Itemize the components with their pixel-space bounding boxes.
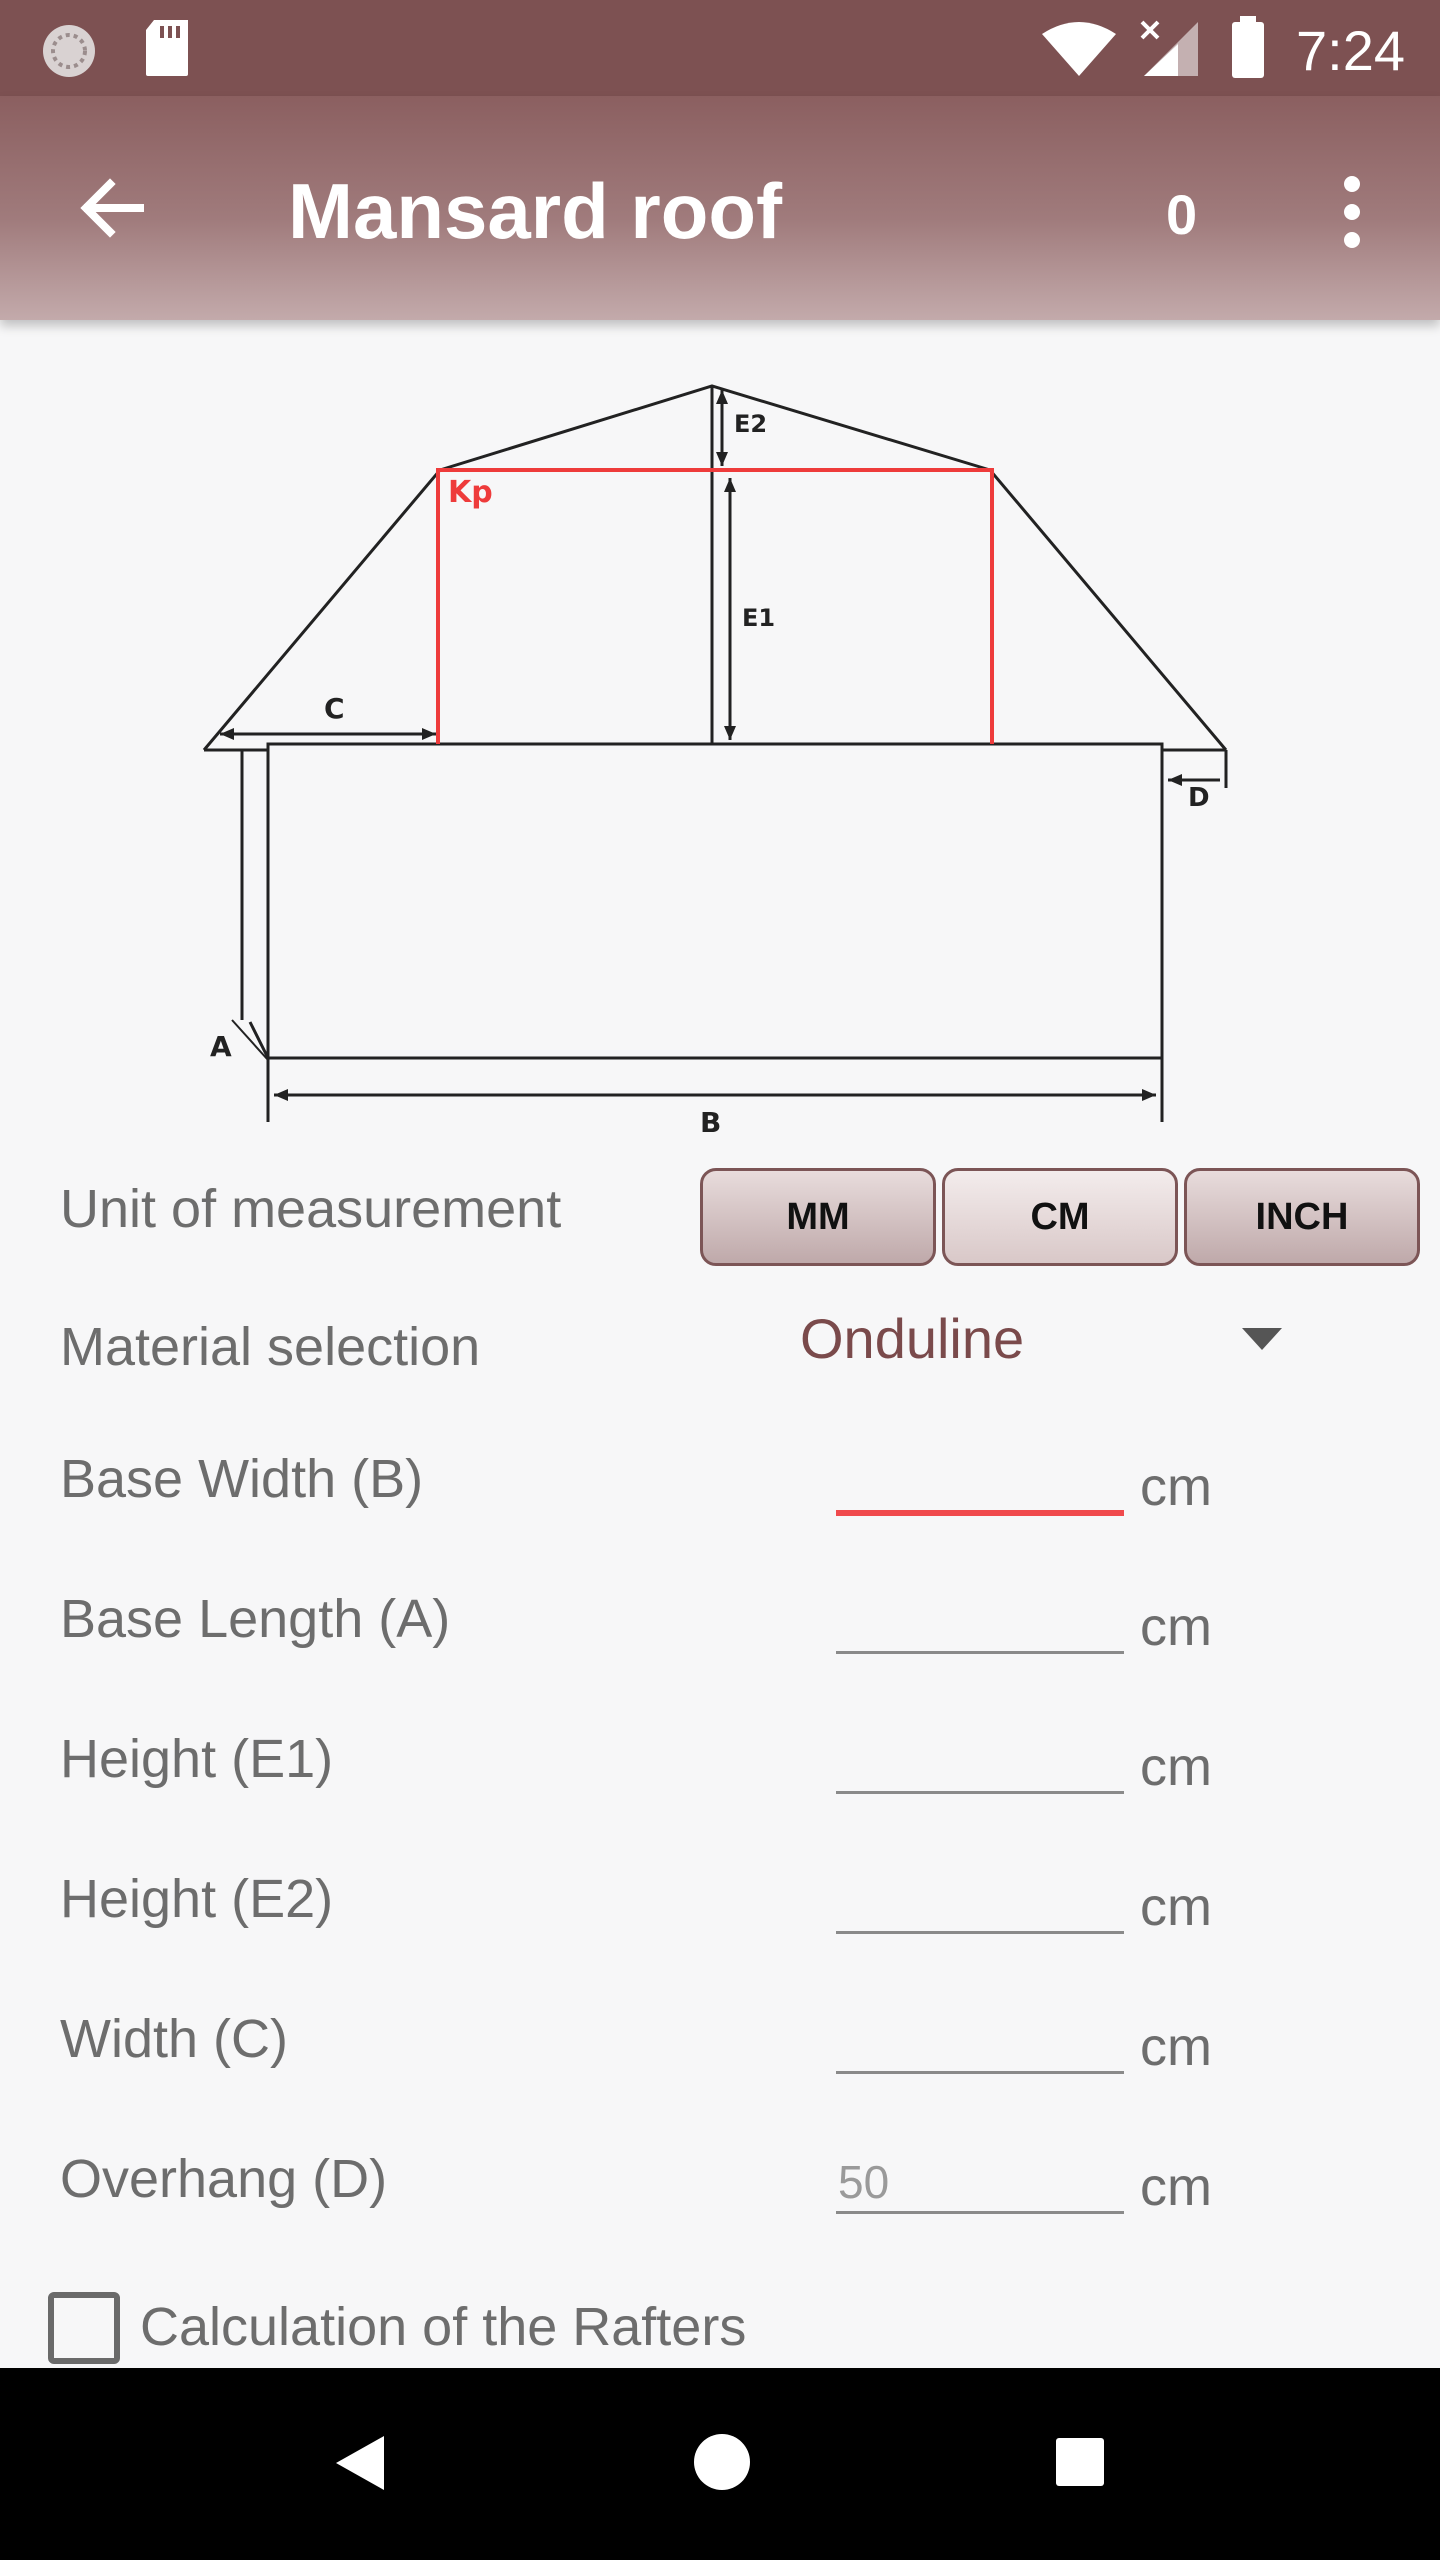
height-e2-unit: cm: [1140, 1877, 1212, 1937]
page-title: Mansard roof: [288, 167, 783, 255]
unit-inch-button[interactable]: INCH: [1184, 1168, 1420, 1266]
label-c: C: [324, 692, 345, 725]
width-c-input[interactable]: [836, 2014, 1124, 2074]
base-width-unit: cm: [1140, 1457, 1212, 1517]
base-width-input[interactable]: [836, 1456, 1124, 1516]
base-length-unit: cm: [1140, 1597, 1212, 1657]
sd-card-icon: [142, 18, 192, 78]
counter-badge[interactable]: 0: [1166, 183, 1198, 246]
roof-diagram: [190, 370, 1250, 1150]
back-arrow-icon[interactable]: [70, 166, 154, 250]
app-bar: [0, 96, 1440, 320]
overhang-d-label: Overhang (D): [60, 2149, 388, 2209]
unit-cm-button[interactable]: CM: [942, 1168, 1178, 1266]
rafters-checkbox-label[interactable]: Calculation of the Rafters: [140, 2297, 747, 2357]
material-label: Material selection: [60, 1317, 481, 1377]
unit-selector: [700, 1168, 1420, 1266]
height-e2-label: Height (E2): [60, 1869, 334, 1929]
width-c-unit: cm: [1140, 2017, 1212, 2077]
nav-home-icon[interactable]: [692, 2432, 752, 2492]
unit-label: Unit of measurement: [60, 1179, 562, 1239]
unit-mm-button[interactable]: MM: [700, 1168, 936, 1266]
nav-back-icon[interactable]: [332, 2434, 386, 2492]
material-select[interactable]: Onduline: [800, 1307, 1025, 1370]
overhang-d-input[interactable]: 50: [836, 2154, 1124, 2214]
dropdown-arrow-icon[interactable]: [1240, 1326, 1284, 1352]
width-c-label: Width (C): [60, 2009, 288, 2069]
attic-frame: [438, 470, 992, 744]
base-length-label: Base Length (A): [60, 1589, 451, 1649]
label-e1: E1: [742, 604, 776, 632]
height-e1-label: Height (E1): [60, 1729, 334, 1789]
roof-outline: [204, 386, 1226, 750]
label-kp: Kp: [448, 475, 493, 510]
base-length-input[interactable]: [836, 1594, 1124, 1654]
label-d: D: [1188, 783, 1210, 813]
label-e2: E2: [734, 410, 768, 438]
label-b: B: [700, 1106, 722, 1139]
height-e1-unit: cm: [1140, 1737, 1212, 1797]
battery-icon: [1230, 16, 1266, 78]
height-e1-input[interactable]: [836, 1734, 1124, 1794]
nav-recents-icon[interactable]: [1054, 2436, 1106, 2488]
more-vert-icon[interactable]: [1320, 170, 1384, 254]
height-e2-input[interactable]: [836, 1874, 1124, 1934]
label-a: A: [210, 1030, 232, 1063]
sync-icon: [40, 22, 98, 80]
base-width-label: Base Width (B): [60, 1449, 424, 1509]
rafters-checkbox[interactable]: [48, 2292, 120, 2364]
system-nav-bar: [0, 2368, 1440, 2560]
status-time: 7:24: [1296, 19, 1405, 82]
house-body: [268, 744, 1162, 1058]
status-bar: [0, 0, 1440, 96]
overhang-d-unit: cm: [1140, 2157, 1212, 2217]
wifi-icon: [1040, 20, 1118, 78]
signal-icon: [1138, 18, 1202, 78]
